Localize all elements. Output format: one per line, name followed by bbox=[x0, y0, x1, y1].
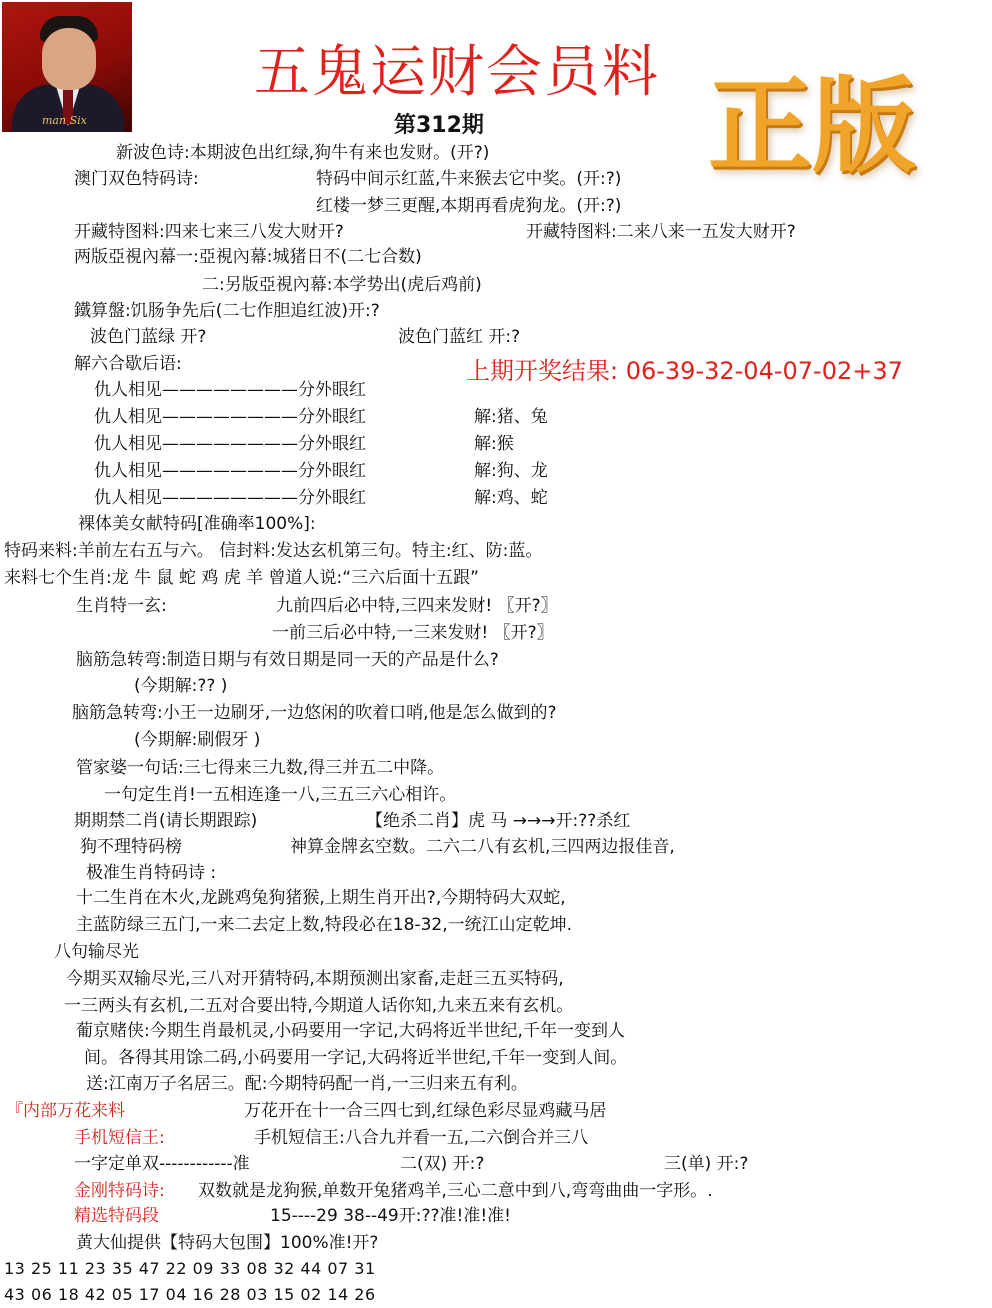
text-line: 生肖特一玄: bbox=[76, 596, 167, 616]
text-line: 【绝杀二肖】虎 马 →→→开:??杀红 bbox=[366, 811, 631, 831]
last-draw-result: 上期开奖结果: 06-39-32-04-07-02+37 bbox=[466, 357, 903, 385]
text-line: 黄大仙提供【特码大包围】100%准!开? bbox=[76, 1233, 379, 1253]
text-line: 特码来料:羊前左右五与六。 信封料:发达玄机第三句。特主:红、防:蓝。 bbox=[4, 541, 543, 561]
text-line: 神算金牌玄空数。二六二八有玄机,三四两边报佳音, bbox=[290, 837, 675, 857]
text-line: 仇人相见————————分外眼红 bbox=[94, 380, 366, 400]
text-line: 新波色诗:本期波色出红绿,狗牛有来也发财。(开?) bbox=[116, 143, 490, 163]
portrait-photo bbox=[2, 2, 132, 132]
text-line: 仇人相见————————分外眼红 bbox=[94, 407, 366, 427]
text-line: 三(单) 开:? bbox=[664, 1154, 749, 1174]
text-line: 脑筋急转弯:小王一边刷牙,一边悠闲的吹着口哨,他是怎么做到的? bbox=[72, 703, 557, 723]
text-line: 波色门蓝绿 开? bbox=[90, 327, 207, 347]
text-line: 主蓝防绿三五门,一来二去定上数,特段必在18-32,一统江山定乾坤. bbox=[76, 915, 573, 935]
text-line: 间。各得其用馀二码,小码要用一字记,大码将近半世纪,千年一变到人间。 bbox=[84, 1048, 628, 1068]
red-label: 金刚特码诗: bbox=[74, 1181, 165, 1201]
text-line: 双数就是龙狗猴,单数开兔猪鸡羊,三心二意中到八,弯弯曲曲一字形。. bbox=[198, 1181, 713, 1201]
text-line: 万花开在十一合三四七到,红绿色彩尽显鸡藏马居 bbox=[244, 1101, 607, 1121]
text-line: 狗不理特码榜 bbox=[80, 837, 182, 857]
text-line: 仇人相见————————分外眼红 bbox=[94, 461, 366, 481]
text-line: 解:猪、兔 bbox=[474, 407, 548, 427]
text-line: 15----29 38--49开:??准!准!准! bbox=[270, 1206, 511, 1226]
text-line: 开藏特图料:四来七来三八发大财开? bbox=[74, 222, 344, 242]
text-line: 送:江南万子名居三。配:今期特码配一肖,一三归来五有利。 bbox=[86, 1074, 528, 1094]
text-line: 开藏特图料:二来八来一五发大财开? bbox=[526, 222, 796, 242]
photo-face bbox=[42, 28, 96, 90]
text-line: 两版亞視內幕一:亞視內幕:城猪日不(二七合数) bbox=[74, 247, 422, 267]
photo-signature: man Six bbox=[42, 114, 87, 127]
text-line: 葡京赌侠:今期生肖最机灵,小码要用一字记,大码将近半世纪,千年一变到人 bbox=[76, 1021, 625, 1041]
text-line: 仇人相见————————分外眼红 bbox=[94, 434, 366, 454]
text-line: 仇人相见————————分外眼红 bbox=[94, 488, 366, 508]
text-line: 来料七个生肖:龙 牛 鼠 蛇 鸡 虎 羊 曾道人说:“三六后面十五跟” bbox=[4, 568, 479, 588]
text-line: 手机短信王:八合九并看一五,二六倒合并三八 bbox=[254, 1128, 589, 1148]
text-line: 鐵算盤:饥肠争先后(二七作胆追红波)开:? bbox=[74, 301, 380, 321]
text-line: 特码中间示红蓝,牛来猴去它中奖。(开:?) bbox=[316, 169, 622, 189]
text-line: 十二生肖在木火,龙跳鸡兔狗猪猴,上期生肖开出?,今期特码大双蛇, bbox=[76, 888, 566, 908]
text-line: 一前三后必中特,一三来发财! 〖开?〗 bbox=[272, 623, 554, 643]
text-line: 解:狗、龙 bbox=[474, 461, 548, 481]
text-line: 波色门蓝红 开:? bbox=[398, 327, 521, 347]
red-label: 手机短信王: bbox=[74, 1128, 165, 1148]
text-line: 解:鸡、蛇 bbox=[474, 488, 548, 508]
text-line: 二(双) 开:? bbox=[400, 1154, 485, 1174]
text-line: 八句输尽光 bbox=[54, 942, 139, 962]
text-line: 一三两头有玄机,二五对合要出特,今期道人话你知,九来五来有玄机。 bbox=[64, 996, 574, 1016]
text-line: 今期买双输尽光,三八对开猜特码,本期预测出家畜,走赶三五买特码, bbox=[66, 969, 564, 989]
text-line: 解六合歇后语: bbox=[74, 354, 182, 374]
text-line: 澳门双色特码诗: bbox=[74, 169, 199, 189]
text-line: 期期禁二肖(请长期跟踪) bbox=[74, 811, 258, 831]
text-line: (今期解:?? ) bbox=[134, 676, 228, 696]
number-row: 13 25 11 23 35 47 22 09 33 08 32 44 07 31 bbox=[4, 1259, 376, 1278]
number-row: 43 06 18 42 05 17 04 16 28 03 15 02 14 26 bbox=[4, 1285, 376, 1304]
genuine-badge: 正版 bbox=[708, 64, 917, 187]
red-label: 『内部万花来料 bbox=[6, 1101, 125, 1121]
text-line: 一字定单双------------准 bbox=[74, 1154, 250, 1174]
text-line: 裸体美女献特码[准确率100%]: bbox=[78, 514, 316, 534]
text-line: 脑筋急转弯:制造日期与有效日期是同一天的产品是什么? bbox=[76, 650, 499, 670]
text-line: 九前四后必中特,三四来发财! 〖开?〗 bbox=[276, 596, 558, 616]
text-line: 管家婆一句话:三七得来三九数,得三并五二中降。 bbox=[76, 758, 445, 778]
text-line: 二:另版亞視內幕:本学势出(虎后鸡前) bbox=[202, 275, 482, 295]
issue-number: 第312期 bbox=[394, 113, 484, 138]
text-line: 解:猴 bbox=[474, 434, 514, 454]
text-line: (今期解:刷假牙 ) bbox=[134, 730, 261, 750]
page-title: 五鬼运财会员料 bbox=[254, 40, 660, 105]
text-line: 极准生肖特码诗 : bbox=[86, 863, 217, 883]
red-label: 精选特码段 bbox=[74, 1206, 159, 1226]
text-line: 一句定生肖!一五相连逢一八,三五三六心相许。 bbox=[104, 785, 457, 805]
text-line: 红楼一梦三更醒,本期再看虎狗龙。(开:?) bbox=[316, 196, 622, 216]
